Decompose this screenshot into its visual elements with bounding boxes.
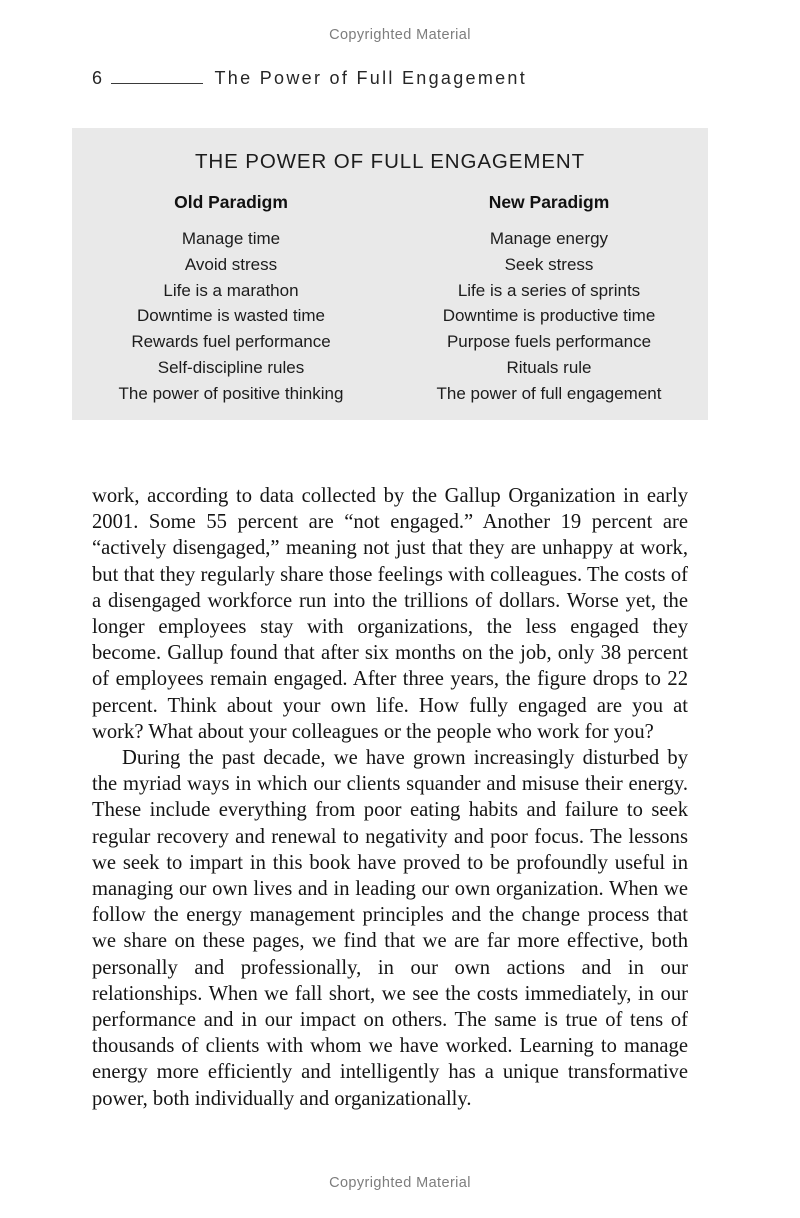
paradigm-comparison-box	[72, 128, 708, 420]
list-item: Manage energy	[489, 229, 609, 248]
running-head-rule	[111, 83, 203, 84]
list-item: The power of full engagement	[436, 383, 662, 403]
old-paradigm-column	[72, 192, 390, 407]
list-item: Self-discipline rules	[157, 357, 305, 377]
list-item: The power of positive thinking	[118, 383, 344, 403]
list-item: Life is a marathon	[163, 280, 299, 300]
list-item: Rituals rule	[506, 357, 592, 377]
copyright-mark-top: Copyrighted Material	[329, 27, 471, 43]
box-title: THE POWER OF FULL ENGAGEMENT	[194, 150, 586, 173]
list-item: Seek stress	[504, 254, 594, 274]
list-item: Downtime is wasted time	[136, 306, 325, 326]
list-item: Rewards fuel performance	[131, 332, 331, 352]
paragraph: work, according to data collected by the Gallup Organization in early 2001. Some 55 percent are “not engaged.” Another 19 percent are “actively disengaged,” meaning not just that they are unhappy at work, but that they regularly share those feelings with colleagues. The costs of a disengaged workforce run into the trillions of dollars. Worse yet, the longer employees stay with organizations, the less engaged they become. Gallup found that after six months on the job, only 38 percent of employees remain engaged. After three years, the figure drops to 22 percent. Think about your own life. How fully engaged are you at work? What about your colleagues or the people who work for you?	[92, 485, 688, 743]
list-item: Avoid stress	[184, 254, 278, 274]
new-paradigm-column	[390, 192, 708, 407]
old-paradigm-header: Old Paradigm	[174, 192, 288, 212]
body-text	[92, 483, 688, 1112]
running-head	[92, 68, 527, 89]
list-item: Downtime is productive time	[442, 306, 656, 326]
running-head-title: The Power of Full Engagement	[214, 68, 528, 88]
page-number: 6	[92, 68, 103, 88]
copyright-mark-bottom: Copyrighted Material	[329, 1175, 471, 1191]
list-item: Manage time	[181, 229, 281, 248]
paragraph: During the past decade, we have grown increasingly disturbed by the myriad ways in which our clients squander and misuse their energy. These include everything from poor eating habits and failure to seek regular recovery and renewal to negativity and poor focus. The lessons we seek to impart in this book have proved to be profoundly useful in managing our own lives and in leading our own organization. When we follow the energy management principles and the change process that we share on these pages, we find that we are far more effective, both personally and professionally, in our own actions and in our relationships. When we fall short, we see the costs immediately, in our performance and in our impact on others. The same is true of tens of thousands of clients with whom we have worked. Learning to manage energy more efficiently and intelligently has a unique transformative power, both individually and organizationally.	[92, 747, 688, 1110]
list-item: Life is a series of sprints	[457, 280, 641, 300]
new-paradigm-header: New Paradigm	[488, 192, 610, 212]
list-item: Purpose fuels performance	[446, 332, 652, 352]
paradigm-columns	[72, 192, 708, 407]
